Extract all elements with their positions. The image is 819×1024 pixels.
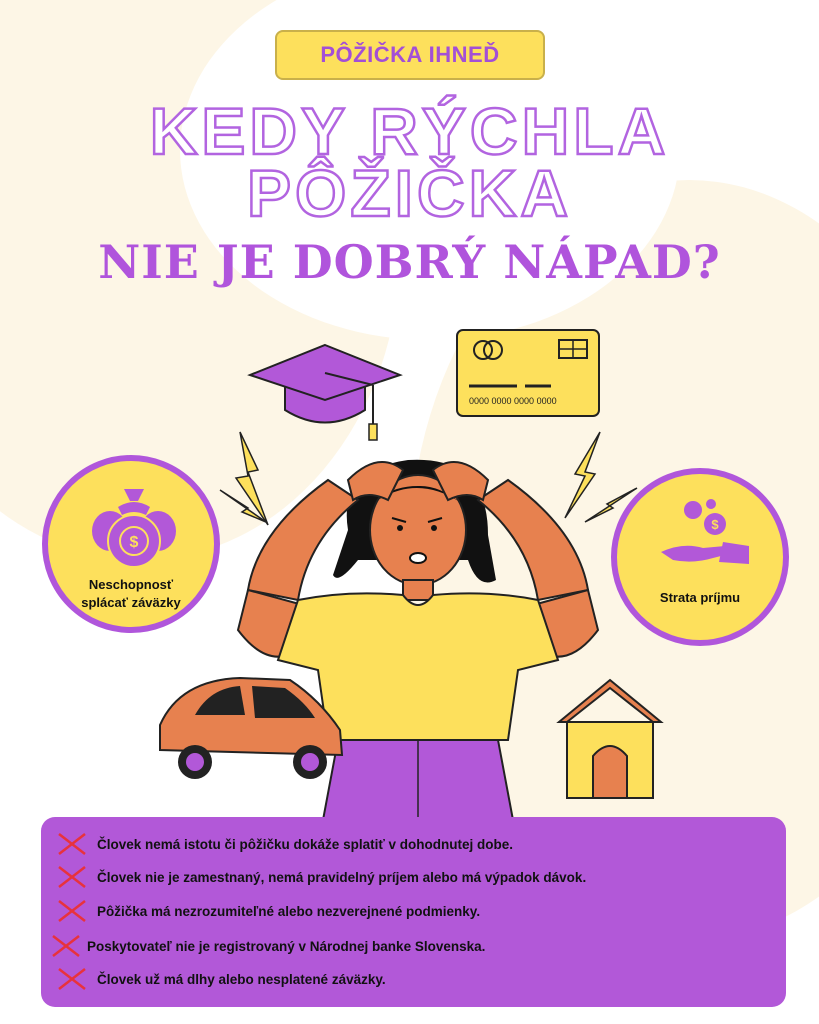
- reason-text: Človek nemá istotu či pôžičku dokáže splatiť v dohodnutej dobe.: [97, 836, 514, 852]
- money-bags-circle: [42, 455, 220, 633]
- hand-coins-icon: [653, 494, 753, 574]
- left-circle-label: [48, 576, 214, 611]
- list-item: [41, 896, 786, 926]
- reason-text: Človek nie je zamestnaný, nemá pravidelný príjem alebo má výpadok dávok.: [97, 869, 587, 885]
- money-bags-icon: [88, 479, 180, 569]
- badge: PÔŽIČKA IHNEĎ: [275, 30, 545, 80]
- list-item: [41, 829, 786, 859]
- left-circle-label-line1: Neschopnosť: [88, 577, 174, 592]
- list-item: [41, 964, 786, 994]
- car-icon: [150, 670, 350, 785]
- card-number: 0000 0000 0000 0000: [469, 396, 557, 406]
- reason-text: Pôžička má nezrozumiteľné alebo nezverejnené podmienky.: [97, 903, 481, 919]
- red-x-icon: [55, 965, 89, 993]
- reason-text: Poskytovateľ nie je registrovaný v Národnej banke Slovenska.: [87, 938, 486, 954]
- title-line-2: PÔŽIČKA: [247, 156, 572, 230]
- hand-coins-circle: [611, 468, 789, 646]
- credit-card-icon: [455, 328, 601, 418]
- red-x-icon: [55, 897, 89, 925]
- list-item: [41, 931, 786, 961]
- svg-text:$: $: [129, 534, 139, 551]
- house-icon: [555, 676, 665, 801]
- title-line-3: NIE JE DOBRÝ NÁPAD?: [98, 235, 721, 289]
- list-item: [41, 862, 786, 892]
- red-x-icon: [55, 830, 89, 858]
- reasons-panel: [41, 817, 786, 1007]
- title-line-1: KEDY RÝCHLA: [149, 94, 670, 168]
- reason-text: Človek už má dlhy alebo nesplatené záväzky.: [97, 971, 386, 987]
- red-x-icon: [55, 863, 89, 891]
- svg-text:$: $: [711, 517, 719, 532]
- red-x-icon: [49, 932, 83, 960]
- right-circle-label: Strata príjmu: [659, 590, 741, 605]
- left-circle-label-line2: splácať záväzky: [81, 594, 181, 610]
